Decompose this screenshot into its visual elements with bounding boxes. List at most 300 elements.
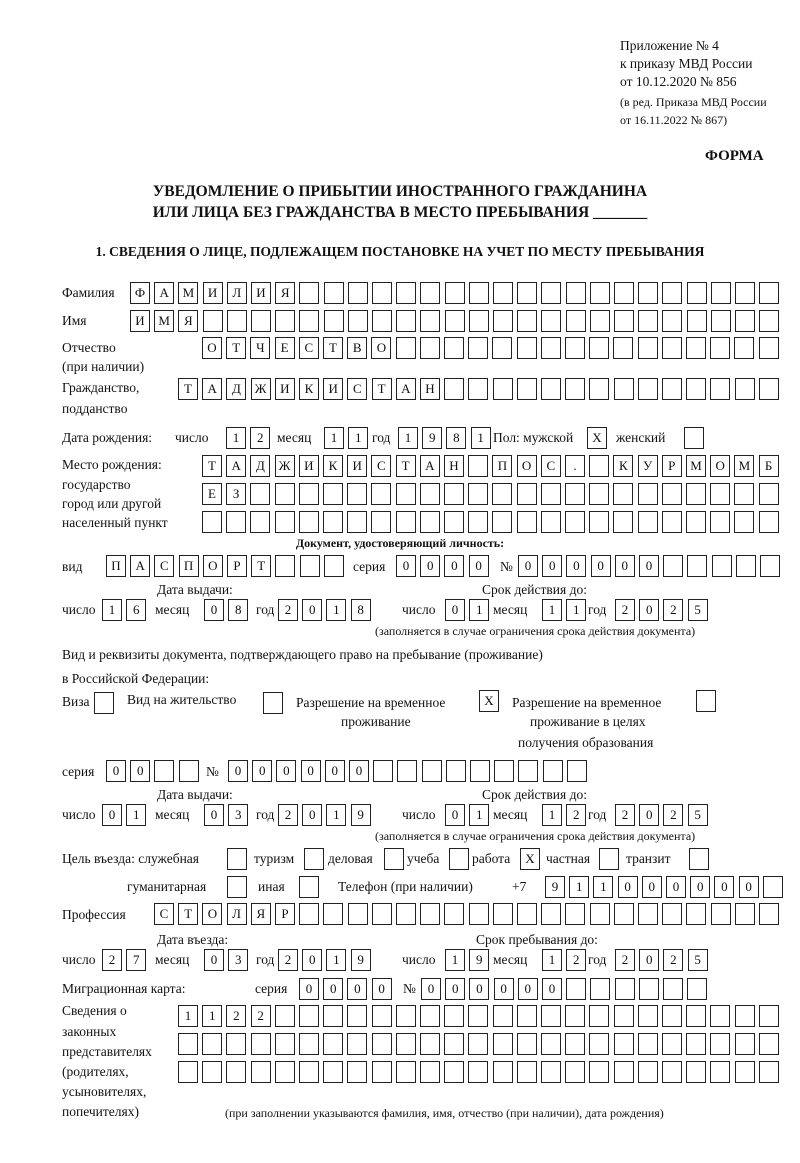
char-cell[interactable] xyxy=(492,483,512,505)
char-cell[interactable]: И xyxy=(275,378,295,400)
char-cell[interactable] xyxy=(614,310,634,332)
char-cell[interactable] xyxy=(565,903,585,925)
char-cell[interactable] xyxy=(275,1005,295,1027)
char-cell[interactable]: 0 xyxy=(130,760,150,782)
char-cell[interactable] xyxy=(444,1061,464,1083)
char-cell[interactable]: И xyxy=(203,282,223,304)
char-cell[interactable] xyxy=(469,903,489,925)
char-cell[interactable]: X xyxy=(479,690,499,712)
char-cell[interactable]: К xyxy=(299,378,319,400)
char-cell[interactable] xyxy=(662,511,682,533)
char-cell[interactable] xyxy=(299,310,319,332)
char-cell[interactable] xyxy=(614,1061,634,1083)
char-cell[interactable]: Р xyxy=(662,455,682,477)
char-cell[interactable] xyxy=(420,511,440,533)
char-cell[interactable]: 0 xyxy=(301,760,321,782)
char-cell[interactable]: В xyxy=(347,337,367,359)
char-cell[interactable] xyxy=(517,1061,537,1083)
char-cell[interactable] xyxy=(420,282,440,304)
char-cell[interactable] xyxy=(202,1061,222,1083)
char-cell[interactable] xyxy=(734,337,754,359)
char-cell[interactable] xyxy=(469,282,489,304)
char-cell[interactable]: М xyxy=(734,455,754,477)
char-cell[interactable] xyxy=(735,282,755,304)
char-cell[interactable] xyxy=(696,690,716,712)
char-cell[interactable] xyxy=(444,1033,464,1055)
char-cell[interactable] xyxy=(420,1033,440,1055)
char-cell[interactable]: 0 xyxy=(739,876,759,898)
char-cell[interactable] xyxy=(348,282,368,304)
char-cell[interactable]: 8 xyxy=(228,599,248,621)
char-cell[interactable]: 1 xyxy=(469,804,489,826)
char-cell[interactable] xyxy=(759,310,779,332)
char-cell[interactable]: А xyxy=(396,378,416,400)
char-cell[interactable] xyxy=(300,555,320,577)
char-cell[interactable]: 0 xyxy=(372,978,392,1000)
char-cell[interactable]: 1 xyxy=(326,599,346,621)
char-cell[interactable]: Л xyxy=(227,282,247,304)
char-cell[interactable] xyxy=(759,483,779,505)
char-cell[interactable]: 0 xyxy=(639,949,659,971)
char-cell[interactable]: З xyxy=(226,483,246,505)
char-cell[interactable] xyxy=(599,848,619,870)
char-cell[interactable]: 0 xyxy=(396,555,416,577)
char-cell[interactable] xyxy=(763,876,783,898)
char-cell[interactable] xyxy=(396,483,416,505)
char-cell[interactable]: 2 xyxy=(278,949,298,971)
char-cell[interactable] xyxy=(299,876,319,898)
char-cell[interactable] xyxy=(567,760,587,782)
char-cell[interactable] xyxy=(589,1033,609,1055)
char-cell[interactable]: 3 xyxy=(228,804,248,826)
char-cell[interactable] xyxy=(384,848,404,870)
char-cell[interactable]: 0 xyxy=(302,599,322,621)
char-cell[interactable] xyxy=(468,511,488,533)
char-cell[interactable]: 2 xyxy=(566,804,586,826)
char-cell[interactable] xyxy=(663,555,683,577)
char-cell[interactable] xyxy=(323,1005,343,1027)
char-cell[interactable]: 2 xyxy=(102,949,122,971)
char-cell[interactable] xyxy=(468,1061,488,1083)
char-cell[interactable]: Е xyxy=(275,337,295,359)
char-cell[interactable] xyxy=(614,1033,634,1055)
char-cell[interactable]: О xyxy=(202,903,222,925)
char-cell[interactable]: Р xyxy=(227,555,247,577)
char-cell[interactable] xyxy=(304,848,324,870)
char-cell[interactable] xyxy=(711,903,731,925)
char-cell[interactable] xyxy=(710,483,730,505)
char-cell[interactable]: 2 xyxy=(615,804,635,826)
char-cell[interactable] xyxy=(759,378,779,400)
char-cell[interactable] xyxy=(662,282,682,304)
char-cell[interactable] xyxy=(734,483,754,505)
char-cell[interactable] xyxy=(684,427,704,449)
char-cell[interactable] xyxy=(444,1005,464,1027)
char-cell[interactable]: Н xyxy=(420,378,440,400)
char-cell[interactable]: А xyxy=(154,282,174,304)
char-cell[interactable] xyxy=(735,1033,755,1055)
char-cell[interactable] xyxy=(662,337,682,359)
char-cell[interactable]: Т xyxy=(323,337,343,359)
char-cell[interactable] xyxy=(662,483,682,505)
char-cell[interactable]: Т xyxy=(226,337,246,359)
char-cell[interactable] xyxy=(323,483,343,505)
char-cell[interactable] xyxy=(614,282,634,304)
char-cell[interactable] xyxy=(227,876,247,898)
char-cell[interactable]: С xyxy=(299,337,319,359)
char-cell[interactable] xyxy=(299,1033,319,1055)
char-cell[interactable] xyxy=(760,555,780,577)
char-cell[interactable]: У xyxy=(638,455,658,477)
char-cell[interactable] xyxy=(347,483,367,505)
char-cell[interactable] xyxy=(420,310,440,332)
char-cell[interactable] xyxy=(202,511,222,533)
char-cell[interactable] xyxy=(445,282,465,304)
char-cell[interactable]: 9 xyxy=(351,804,371,826)
char-cell[interactable]: 0 xyxy=(690,876,710,898)
char-cell[interactable]: 1 xyxy=(566,599,586,621)
char-cell[interactable] xyxy=(565,378,585,400)
char-cell[interactable] xyxy=(203,310,223,332)
char-cell[interactable]: 2 xyxy=(251,1005,271,1027)
char-cell[interactable]: О xyxy=(203,555,223,577)
char-cell[interactable] xyxy=(275,1033,295,1055)
char-cell[interactable] xyxy=(372,310,392,332)
char-cell[interactable] xyxy=(517,1005,537,1027)
char-cell[interactable] xyxy=(589,455,609,477)
char-cell[interactable]: 2 xyxy=(278,804,298,826)
char-cell[interactable] xyxy=(759,511,779,533)
char-cell[interactable] xyxy=(613,337,633,359)
char-cell[interactable]: А xyxy=(202,378,222,400)
char-cell[interactable]: Я xyxy=(178,310,198,332)
char-cell[interactable] xyxy=(324,310,344,332)
char-cell[interactable] xyxy=(468,378,488,400)
char-cell[interactable]: 0 xyxy=(566,555,586,577)
char-cell[interactable] xyxy=(590,310,610,332)
char-cell[interactable]: 0 xyxy=(469,555,489,577)
char-cell[interactable] xyxy=(541,337,561,359)
char-cell[interactable] xyxy=(639,978,659,1000)
char-cell[interactable] xyxy=(94,692,114,714)
char-cell[interactable] xyxy=(396,511,416,533)
char-cell[interactable]: 0 xyxy=(639,555,659,577)
char-cell[interactable]: Е xyxy=(202,483,222,505)
char-cell[interactable] xyxy=(759,1005,779,1027)
char-cell[interactable]: М xyxy=(154,310,174,332)
char-cell[interactable] xyxy=(735,310,755,332)
char-cell[interactable]: 1 xyxy=(202,1005,222,1027)
char-cell[interactable]: 0 xyxy=(323,978,343,1000)
char-cell[interactable]: 0 xyxy=(518,555,538,577)
char-cell[interactable]: Я xyxy=(275,282,295,304)
char-cell[interactable]: 0 xyxy=(204,949,224,971)
char-cell[interactable] xyxy=(444,511,464,533)
char-cell[interactable] xyxy=(541,282,561,304)
char-cell[interactable] xyxy=(299,282,319,304)
char-cell[interactable] xyxy=(444,337,464,359)
char-cell[interactable]: 0 xyxy=(347,978,367,1000)
char-cell[interactable] xyxy=(710,1005,730,1027)
char-cell[interactable]: 0 xyxy=(615,555,635,577)
char-cell[interactable]: Ч xyxy=(250,337,270,359)
char-cell[interactable] xyxy=(493,378,513,400)
char-cell[interactable] xyxy=(420,337,440,359)
char-cell[interactable]: Т xyxy=(178,378,198,400)
char-cell[interactable]: Ф xyxy=(130,282,150,304)
char-cell[interactable] xyxy=(468,337,488,359)
char-cell[interactable]: 9 xyxy=(545,876,565,898)
char-cell[interactable] xyxy=(299,483,319,505)
char-cell[interactable] xyxy=(662,1061,682,1083)
char-cell[interactable] xyxy=(154,760,174,782)
char-cell[interactable] xyxy=(565,337,585,359)
char-cell[interactable]: 0 xyxy=(228,760,248,782)
char-cell[interactable] xyxy=(687,555,707,577)
char-cell[interactable]: 0 xyxy=(639,804,659,826)
char-cell[interactable] xyxy=(179,760,199,782)
char-cell[interactable] xyxy=(736,555,756,577)
char-cell[interactable]: 0 xyxy=(642,876,662,898)
char-cell[interactable] xyxy=(614,1005,634,1027)
char-cell[interactable] xyxy=(614,903,634,925)
char-cell[interactable] xyxy=(275,511,295,533)
char-cell[interactable]: И xyxy=(323,378,343,400)
char-cell[interactable] xyxy=(638,378,658,400)
char-cell[interactable] xyxy=(638,282,658,304)
char-cell[interactable]: Н xyxy=(444,455,464,477)
char-cell[interactable] xyxy=(735,903,755,925)
char-cell[interactable] xyxy=(686,1005,706,1027)
char-cell[interactable] xyxy=(396,903,416,925)
char-cell[interactable] xyxy=(397,760,417,782)
char-cell[interactable] xyxy=(517,378,537,400)
char-cell[interactable] xyxy=(396,1061,416,1083)
char-cell[interactable] xyxy=(371,511,391,533)
char-cell[interactable]: 3 xyxy=(228,949,248,971)
char-cell[interactable] xyxy=(449,848,469,870)
char-cell[interactable] xyxy=(420,1061,440,1083)
char-cell[interactable] xyxy=(710,511,730,533)
char-cell[interactable] xyxy=(566,282,586,304)
char-cell[interactable] xyxy=(638,1033,658,1055)
char-cell[interactable]: И xyxy=(299,455,319,477)
char-cell[interactable]: 6 xyxy=(126,599,146,621)
char-cell[interactable] xyxy=(517,337,537,359)
char-cell[interactable] xyxy=(589,511,609,533)
char-cell[interactable] xyxy=(735,1005,755,1027)
char-cell[interactable] xyxy=(347,1005,367,1027)
char-cell[interactable] xyxy=(541,378,561,400)
char-cell[interactable] xyxy=(686,511,706,533)
char-cell[interactable] xyxy=(396,337,416,359)
char-cell[interactable] xyxy=(686,337,706,359)
char-cell[interactable]: О xyxy=(371,337,391,359)
char-cell[interactable] xyxy=(686,1061,706,1083)
char-cell[interactable] xyxy=(444,378,464,400)
char-cell[interactable]: 2 xyxy=(615,949,635,971)
char-cell[interactable]: 2 xyxy=(615,599,635,621)
char-cell[interactable] xyxy=(686,378,706,400)
char-cell[interactable]: 0 xyxy=(445,978,465,1000)
char-cell[interactable] xyxy=(299,903,319,925)
char-cell[interactable]: 0 xyxy=(469,978,489,1000)
char-cell[interactable] xyxy=(493,282,513,304)
char-cell[interactable] xyxy=(444,483,464,505)
char-cell[interactable]: 0 xyxy=(445,804,465,826)
char-cell[interactable] xyxy=(613,511,633,533)
char-cell[interactable] xyxy=(323,1061,343,1083)
char-cell[interactable]: Д xyxy=(250,455,270,477)
char-cell[interactable] xyxy=(299,1005,319,1027)
char-cell[interactable]: 1 xyxy=(126,804,146,826)
char-cell[interactable]: Т xyxy=(396,455,416,477)
char-cell[interactable] xyxy=(178,1033,198,1055)
char-cell[interactable] xyxy=(566,310,586,332)
char-cell[interactable] xyxy=(227,310,247,332)
char-cell[interactable] xyxy=(396,310,416,332)
char-cell[interactable] xyxy=(541,1061,561,1083)
char-cell[interactable]: 0 xyxy=(714,876,734,898)
char-cell[interactable] xyxy=(759,903,779,925)
char-cell[interactable]: 2 xyxy=(226,1005,246,1027)
char-cell[interactable]: 0 xyxy=(542,555,562,577)
char-cell[interactable] xyxy=(517,282,537,304)
char-cell[interactable]: Р xyxy=(275,903,295,925)
char-cell[interactable]: И xyxy=(130,310,150,332)
char-cell[interactable]: Т xyxy=(178,903,198,925)
char-cell[interactable] xyxy=(759,1033,779,1055)
char-cell[interactable]: 8 xyxy=(351,599,371,621)
char-cell[interactable] xyxy=(468,1005,488,1027)
char-cell[interactable] xyxy=(347,511,367,533)
char-cell[interactable]: 0 xyxy=(349,760,369,782)
char-cell[interactable] xyxy=(373,760,393,782)
char-cell[interactable]: 0 xyxy=(444,555,464,577)
char-cell[interactable]: О xyxy=(202,337,222,359)
char-cell[interactable]: С xyxy=(154,903,174,925)
char-cell[interactable] xyxy=(323,903,343,925)
char-cell[interactable] xyxy=(686,1033,706,1055)
char-cell[interactable]: 0 xyxy=(542,978,562,1000)
char-cell[interactable] xyxy=(565,1061,585,1083)
char-cell[interactable] xyxy=(324,555,344,577)
char-cell[interactable]: 2 xyxy=(566,949,586,971)
char-cell[interactable] xyxy=(468,455,488,477)
char-cell[interactable] xyxy=(275,555,295,577)
char-cell[interactable]: 1 xyxy=(324,427,344,449)
char-cell[interactable] xyxy=(565,1033,585,1055)
char-cell[interactable] xyxy=(589,1061,609,1083)
char-cell[interactable] xyxy=(734,511,754,533)
char-cell[interactable] xyxy=(226,1061,246,1083)
char-cell[interactable] xyxy=(759,282,779,304)
char-cell[interactable]: 1 xyxy=(102,599,122,621)
char-cell[interactable] xyxy=(541,483,561,505)
char-cell[interactable]: 1 xyxy=(398,427,418,449)
char-cell[interactable]: 2 xyxy=(250,427,270,449)
char-cell[interactable] xyxy=(226,1033,246,1055)
char-cell[interactable] xyxy=(590,282,610,304)
char-cell[interactable]: 2 xyxy=(663,949,683,971)
char-cell[interactable]: 8 xyxy=(446,427,466,449)
char-cell[interactable] xyxy=(348,903,368,925)
char-cell[interactable]: 9 xyxy=(422,427,442,449)
char-cell[interactable]: С xyxy=(347,378,367,400)
char-cell[interactable]: 1 xyxy=(326,949,346,971)
char-cell[interactable] xyxy=(710,337,730,359)
char-cell[interactable] xyxy=(493,1061,513,1083)
char-cell[interactable] xyxy=(275,1061,295,1083)
char-cell[interactable]: 0 xyxy=(252,760,272,782)
char-cell[interactable] xyxy=(422,760,442,782)
char-cell[interactable] xyxy=(493,1005,513,1027)
char-cell[interactable] xyxy=(275,483,295,505)
char-cell[interactable] xyxy=(565,511,585,533)
char-cell[interactable] xyxy=(541,1005,561,1027)
char-cell[interactable]: 0 xyxy=(204,599,224,621)
char-cell[interactable]: 9 xyxy=(351,949,371,971)
char-cell[interactable] xyxy=(493,1033,513,1055)
char-cell[interactable]: А xyxy=(130,555,150,577)
char-cell[interactable]: 0 xyxy=(204,804,224,826)
char-cell[interactable] xyxy=(263,692,283,714)
char-cell[interactable] xyxy=(613,483,633,505)
char-cell[interactable]: 0 xyxy=(445,599,465,621)
char-cell[interactable]: . xyxy=(565,455,585,477)
char-cell[interactable] xyxy=(590,903,610,925)
char-cell[interactable]: 5 xyxy=(688,599,708,621)
char-cell[interactable] xyxy=(541,310,561,332)
char-cell[interactable] xyxy=(589,483,609,505)
char-cell[interactable]: 0 xyxy=(420,555,440,577)
char-cell[interactable] xyxy=(347,1061,367,1083)
char-cell[interactable]: 0 xyxy=(518,978,538,1000)
char-cell[interactable]: И xyxy=(251,282,271,304)
char-cell[interactable]: О xyxy=(710,455,730,477)
char-cell[interactable]: П xyxy=(492,455,512,477)
char-cell[interactable] xyxy=(662,903,682,925)
char-cell[interactable] xyxy=(638,483,658,505)
char-cell[interactable] xyxy=(638,511,658,533)
char-cell[interactable]: М xyxy=(178,282,198,304)
char-cell[interactable]: 5 xyxy=(688,949,708,971)
char-cell[interactable] xyxy=(202,1033,222,1055)
char-cell[interactable]: П xyxy=(106,555,126,577)
char-cell[interactable] xyxy=(323,1033,343,1055)
char-cell[interactable]: Т xyxy=(251,555,271,577)
char-cell[interactable] xyxy=(420,483,440,505)
char-cell[interactable] xyxy=(468,1033,488,1055)
char-cell[interactable]: П xyxy=(179,555,199,577)
char-cell[interactable]: 1 xyxy=(445,949,465,971)
char-cell[interactable]: К xyxy=(323,455,343,477)
char-cell[interactable]: 1 xyxy=(348,427,368,449)
char-cell[interactable] xyxy=(518,760,538,782)
char-cell[interactable]: 0 xyxy=(276,760,296,782)
char-cell[interactable]: М xyxy=(686,455,706,477)
char-cell[interactable] xyxy=(517,483,537,505)
char-cell[interactable] xyxy=(687,310,707,332)
char-cell[interactable]: Ж xyxy=(275,455,295,477)
char-cell[interactable] xyxy=(420,1005,440,1027)
char-cell[interactable] xyxy=(299,511,319,533)
char-cell[interactable] xyxy=(251,1061,271,1083)
char-cell[interactable]: 1 xyxy=(542,804,562,826)
char-cell[interactable] xyxy=(324,282,344,304)
char-cell[interactable]: 0 xyxy=(106,760,126,782)
char-cell[interactable] xyxy=(686,483,706,505)
